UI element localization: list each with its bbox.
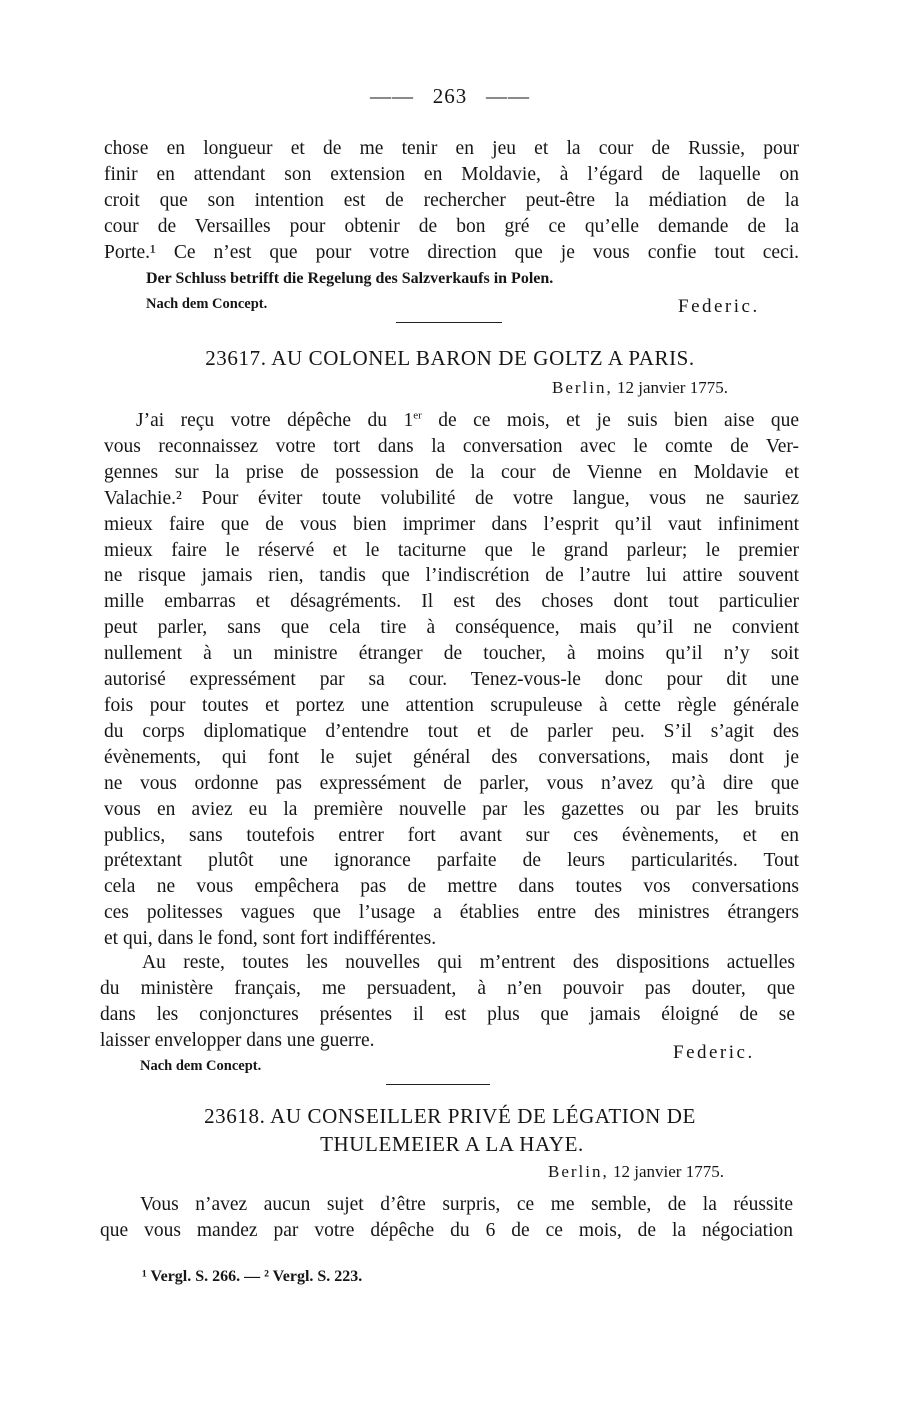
section-divider xyxy=(386,1084,490,1085)
letter2-paragraph1 xyxy=(100,1192,793,1244)
text-line: autorisé expressément par sa cour. Tenez-vous-le donc pour dit une xyxy=(104,669,799,691)
letter2-date: 12 janvier 1775. xyxy=(613,1162,724,1181)
letter2-title-line1: AU CONSEILLER PRIVÉ DE LÉGATION DE xyxy=(270,1104,696,1128)
text-line: fois pour toutes et portez une attention scrupuleuse à cette règle générale xyxy=(104,694,799,716)
text-line: et qui, dans le fond, sont fort indifférentes. xyxy=(104,928,437,950)
text-line: prétextant plutôt une ignorance parfaite de leurs particularités. Tout xyxy=(104,850,799,872)
letter2-title-line2: THULEMEIER A LA HAYE. xyxy=(320,1132,584,1156)
intro-note: Der Schluss betrifft die Regelung des Salzverkaufs in Polen. xyxy=(146,270,554,287)
page-number: 263 xyxy=(432,84,468,108)
letter1-title: AU COLONEL BARON DE GOLTZ A PARIS. xyxy=(271,346,695,370)
text-fragment: de ce mois, et je suis bien aise que xyxy=(421,410,799,431)
letter1-dateline xyxy=(552,378,728,398)
text-line: publics, sans toutefois entrer fort avant sur ces évènements, et en xyxy=(104,824,799,846)
text-line: cela ne vous empêchera pas de mettre dans toutes vos conversations xyxy=(104,876,799,898)
page-header xyxy=(0,84,900,109)
text-line: Vous n’avez aucun sujet d’être surpris, ce me semble, de la réussite xyxy=(140,1194,793,1215)
text-line: peut parler, sans que cela tire à conséquence, mais qu’il ne convient xyxy=(104,617,799,639)
text-line: Valachie.² Pour éviter toute volubilité de votre langue, vous ne sauriez xyxy=(104,487,799,509)
text-line: mieux faire que de vous bien imprimer dans l’esprit qu’il vaut infiniment xyxy=(104,513,799,535)
text-line: laisser envelopper dans une guerre. xyxy=(100,1029,375,1051)
letter1-signature: Federic. xyxy=(673,1042,755,1063)
text-line: mille embarras et désagréments. Il est des choses dont tout particulier xyxy=(104,591,799,613)
footnotes: ¹ Vergl. S. 266. — ² Vergl. S. 223. xyxy=(142,1268,363,1285)
text-line: chose en longueur et de me tenir en jeu et la cour de Russie, pour xyxy=(104,138,799,159)
text-line: du corps diplomatique d’entendre tout et de parler peu. S’il s’agit des xyxy=(104,720,799,742)
text-line: croit que son intention est de rechercher peut-être la médiation de la xyxy=(104,189,799,211)
letter2-dateline xyxy=(548,1162,724,1182)
text-line: gennes sur la prise de possession de la cour de Vienne en Moldavie et xyxy=(104,461,799,483)
letter2-heading xyxy=(0,1104,900,1129)
superscript: er xyxy=(413,409,422,422)
text-fragment: J’ai reçu votre dépêche du 1 xyxy=(136,410,414,431)
text-line: ne vous ordonne pas expressément de parler, vous n’avez qu’à dire que xyxy=(104,772,799,794)
header-dash-left: —— xyxy=(370,84,414,108)
section-divider xyxy=(396,322,502,323)
text-line: Porte.¹ Ce n’est que pour votre direction que je vous confie tout ceci. xyxy=(104,241,799,263)
text-line: Au reste, toutes les nouvelles qui m’entrent des dispositions actuelles xyxy=(142,952,795,973)
intro-paragraph xyxy=(104,136,799,266)
letter1-paragraph2 xyxy=(100,950,795,1054)
letter1-date: 12 janvier 1775. xyxy=(617,378,728,397)
text-line: cour de Versailles pour obtenir de bon gré ce qu’elle demande de la xyxy=(104,215,799,237)
text-line: du ministère français, me persuadent, à n’en pouvoir pas douter, que xyxy=(100,977,795,999)
letter1-place: Berlin, xyxy=(552,378,613,397)
text-line: mieux faire le réservé et le taciturne que le grand parleur; le premier xyxy=(104,539,799,561)
letter1-number: 23617. xyxy=(205,346,267,370)
text-line: ne risque jamais rien, tandis que l’indiscrétion de l’autre lui attire souvent xyxy=(104,565,799,587)
text-line xyxy=(104,408,799,434)
text-line: ces politesses vagues que l’usage a établies entre des ministres étrangers xyxy=(104,902,799,924)
letter1-source: Nach dem Concept. xyxy=(140,1058,262,1074)
text-line: vous reconnaissez votre tort dans la conversation avec le comte de Ver- xyxy=(104,435,799,457)
letter1-heading xyxy=(0,346,900,371)
intro-signature: Federic. xyxy=(678,296,760,317)
letter2-place: Berlin, xyxy=(548,1162,609,1181)
intro-source: Nach dem Concept. xyxy=(146,296,268,312)
text-line: évènements, qui font le sujet général des conversations, mais dont je xyxy=(104,746,799,768)
text-line: vous en aviez eu la première nouvelle par les gazettes ou par les bruits xyxy=(104,798,799,820)
text-line: dans les conjonctures présentes il est plus que jamais éloigné de se xyxy=(100,1003,795,1025)
text-line: finir en attendant son extension en Moldavie, à l’égard de laquelle on xyxy=(104,163,799,185)
letter2-number: 23618. xyxy=(204,1104,266,1128)
text-line: nullement à un ministre étranger de toucher, à moins qu’il n’y soit xyxy=(104,643,799,665)
letter1-paragraph1 xyxy=(104,408,799,952)
header-dash-right: —— xyxy=(486,84,530,108)
text-line: que vous mandez par votre dépêche du 6 de ce mois, de la négociation xyxy=(100,1219,793,1241)
